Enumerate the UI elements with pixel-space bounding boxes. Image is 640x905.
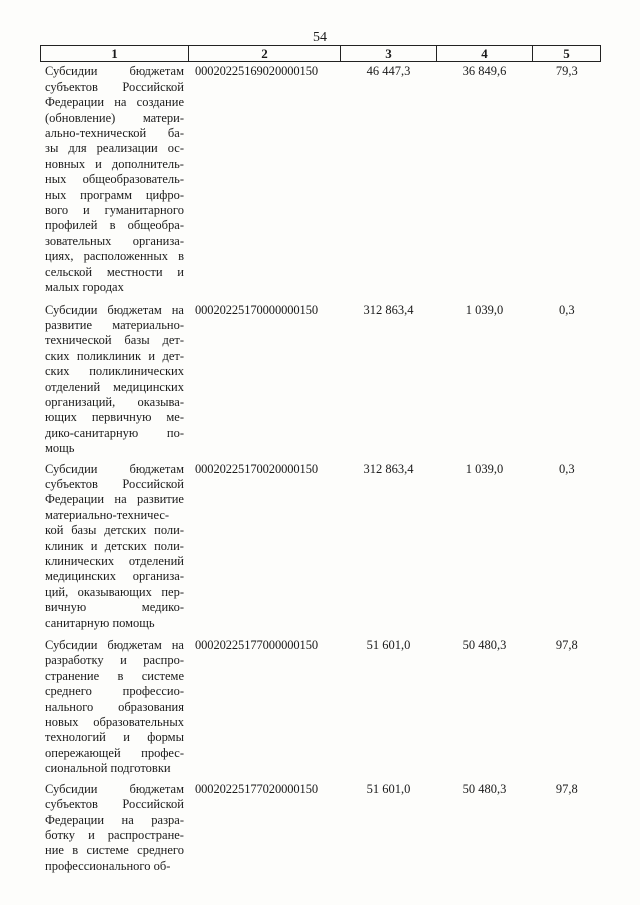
execution-percent: 97,8 <box>555 781 578 796</box>
description-line: Субсидии бюджетам <box>45 461 184 476</box>
description-line: организаций, оказыва- <box>45 394 184 409</box>
column-header: 4 <box>437 46 533 62</box>
page-number: 54 <box>313 30 327 45</box>
description-line: кой базы детских поли- <box>45 523 184 538</box>
actual-amount: 50 480,3 <box>462 638 507 653</box>
description-line: опережающей профес- <box>45 745 184 760</box>
description-line: ных программ цифро- <box>45 187 184 202</box>
row-description <box>41 636 189 780</box>
execution-percent: 97,8 <box>555 638 578 653</box>
description-line: зы для реализации ос- <box>45 141 184 156</box>
description-line: Федерации на создание <box>45 95 184 110</box>
description-line: отделений медицинских <box>45 379 184 394</box>
description-line: субъектов Российской <box>45 797 184 812</box>
planned-amount: 46 447,3 <box>366 64 411 79</box>
description-line: сиональной подготовки <box>45 761 171 776</box>
description-line: профилей в общеобра- <box>45 218 184 233</box>
budget-code: 00020225177020000150 <box>195 781 319 796</box>
description-line: технологий и формы <box>45 730 184 745</box>
planned-amount: 312 863,4 <box>363 302 414 317</box>
column-header: 3 <box>341 46 437 62</box>
description-line: новных и дополнитель- <box>45 156 184 171</box>
execution-percent: 0,3 <box>558 302 575 317</box>
planned-amount: 51 601,0 <box>366 781 411 796</box>
description-line: санитарную помощь <box>45 615 155 630</box>
description-line: профессионального об- <box>45 858 171 873</box>
table-row <box>41 780 601 877</box>
actual-amount: 1 039,0 <box>465 461 504 476</box>
description-line: ций, оказывающих пер- <box>45 584 184 599</box>
description-line: Федерации на разра- <box>45 812 184 827</box>
table-row <box>41 301 601 460</box>
description-line: ных общеобразователь- <box>45 172 184 187</box>
description-line: Субсидии бюджетам на <box>45 302 184 317</box>
execution-percent: 0,3 <box>558 461 575 476</box>
actual-amount: 1 039,0 <box>465 302 504 317</box>
description-line: клиник и детских поли- <box>45 538 184 553</box>
description-line: Субсидии бюджетам <box>45 781 184 796</box>
description-line: ских поликлиник и дет- <box>45 348 184 363</box>
description-line: ние в системе среднего <box>45 843 184 858</box>
row-description <box>41 460 189 636</box>
description-line: среднего профессио- <box>45 684 184 699</box>
description-line: (обновление) матери- <box>45 110 184 125</box>
table-row <box>41 460 601 636</box>
description-line: разработку и распро- <box>45 653 184 668</box>
planned-amount: 312 863,4 <box>363 461 414 476</box>
description-line: технической базы дет- <box>45 333 184 348</box>
description-line: субъектов Российской <box>45 79 184 94</box>
budget-code: 00020225170020000150 <box>195 461 319 476</box>
description-line: ботку и распростране- <box>45 827 184 842</box>
description-line: материально-техничес- <box>45 507 170 522</box>
description-line: вичную медико- <box>45 600 184 615</box>
row-description <box>41 780 189 877</box>
description-line: нального образования <box>45 699 184 714</box>
description-line: ально-технической ба- <box>45 126 184 141</box>
budget-code: 00020225169020000150 <box>195 64 319 79</box>
row-description <box>41 62 189 301</box>
description-line: малых городах <box>45 280 124 295</box>
row-description <box>41 301 189 460</box>
description-line: медицинских организа- <box>45 569 184 584</box>
description-line: клинических отделений <box>45 554 184 568</box>
planned-amount: 51 601,0 <box>366 638 411 653</box>
description-line: ских поликлинических <box>45 364 184 379</box>
budget-code: 00020225177000000150 <box>195 638 319 653</box>
description-line: зовательных организа- <box>45 233 184 248</box>
header-row <box>41 46 601 62</box>
description-line: субъектов Российской <box>45 476 184 491</box>
description-line: сельской местности и <box>45 264 184 279</box>
description-line: дико-санитарную по- <box>45 425 184 440</box>
column-header: 5 <box>533 46 601 62</box>
description-line: ющих первичную ме- <box>45 410 184 425</box>
budget-code: 00020225170000000150 <box>195 302 319 317</box>
description-line: циях, расположенных в <box>45 249 184 264</box>
table-row <box>41 62 601 301</box>
description-line: вого и гуманитарного <box>45 203 184 218</box>
description-line: странение в системе <box>45 668 184 683</box>
description-line: Субсидии бюджетам на <box>45 638 184 653</box>
description-line: новых образовательных <box>45 715 184 730</box>
actual-amount: 50 480,3 <box>462 781 507 796</box>
execution-percent: 79,3 <box>555 64 578 79</box>
table-row <box>41 636 601 780</box>
column-header: 2 <box>189 46 341 62</box>
actual-amount: 36 849,6 <box>462 64 507 79</box>
description-line: Субсидии бюджетам <box>45 64 184 79</box>
description-line: мощь <box>45 441 75 456</box>
description-line: Федерации на развитие <box>45 492 184 507</box>
column-header: 1 <box>41 46 189 62</box>
budget-table <box>40 45 601 877</box>
description-line: развитие материально- <box>45 317 184 332</box>
